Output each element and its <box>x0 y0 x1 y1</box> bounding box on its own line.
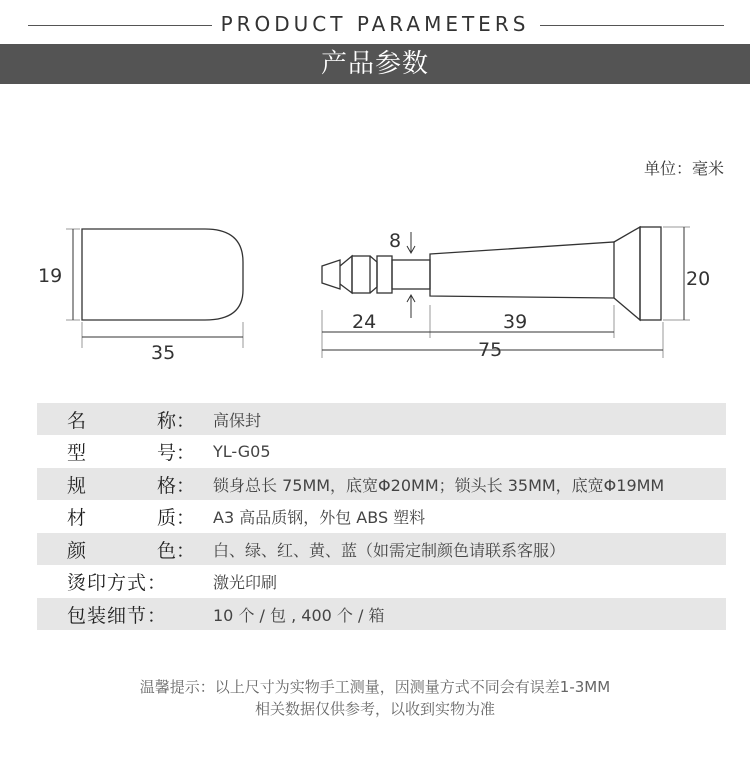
spec-row-printing <box>37 566 726 598</box>
base-height-label: 20 <box>686 268 711 290</box>
spec-key: 烫印方式： <box>67 572 168 594</box>
pin-diameter-label: 8 <box>389 230 402 252</box>
spec-value: 激光印刷 <box>213 573 278 592</box>
unit-label: 单位：毫米 <box>643 159 724 178</box>
cap-length-label: 35 <box>151 342 176 364</box>
cap-height-label: 19 <box>38 265 63 287</box>
cap-outline <box>82 229 243 320</box>
bolt-tip <box>322 260 340 289</box>
spec-key: 颜 色： <box>67 539 195 562</box>
shaft-length-label: 39 <box>503 311 528 333</box>
measurement-note <box>0 676 750 720</box>
spec-table <box>37 403 726 631</box>
spec-row-packaging <box>37 598 726 630</box>
bolt-neck-taper <box>370 256 377 293</box>
bolt-pin <box>377 256 392 293</box>
bolt-shaft <box>430 242 614 298</box>
note-line-2: 相关数据仅供参考，以收到实物为准 <box>254 700 495 718</box>
bolt-base <box>640 227 661 320</box>
spec-row-size <box>37 468 726 500</box>
note-line-1: 温馨提示：以上尺寸为实物手工测量，因测量方式不同会有误差1-3MM <box>139 678 611 696</box>
spec-row-model <box>37 436 726 468</box>
spec-value: 白、绿、红、黄、蓝（如需定制颜色请联系客服） <box>213 540 566 560</box>
bolt-flange <box>614 227 640 320</box>
spec-row-name <box>37 403 726 435</box>
total-length-label: 75 <box>478 339 503 361</box>
bolt-pin-narrow <box>392 260 430 289</box>
header-chinese-title: 产品参数 <box>320 49 429 79</box>
spec-value: 锁身总长 75MM，底宽Φ20MM；锁头长 35MM，底宽Φ19MM <box>213 475 665 495</box>
pin-length-label: 24 <box>352 311 377 333</box>
spec-value: 高保封 <box>213 410 262 430</box>
spec-value: YL-G05 <box>213 442 271 461</box>
spec-key: 型 号： <box>67 442 195 464</box>
spec-value: 10 个 / 包 , 400 个 / 箱 <box>213 605 385 625</box>
header-english-title: PRODUCT PARAMETERS <box>220 12 530 36</box>
spec-row-material <box>37 501 726 533</box>
bolt-head-ring <box>352 256 370 293</box>
bolt-cone <box>340 256 352 293</box>
spec-value: A3 高品质钢，外包 ABS 塑料 <box>213 508 426 527</box>
spec-key: 包装细节： <box>67 604 168 627</box>
spec-key: 材 质： <box>67 507 195 529</box>
spec-key: 规 格： <box>67 474 195 497</box>
spec-row-color <box>37 533 726 565</box>
spec-key: 名 称： <box>67 409 195 432</box>
